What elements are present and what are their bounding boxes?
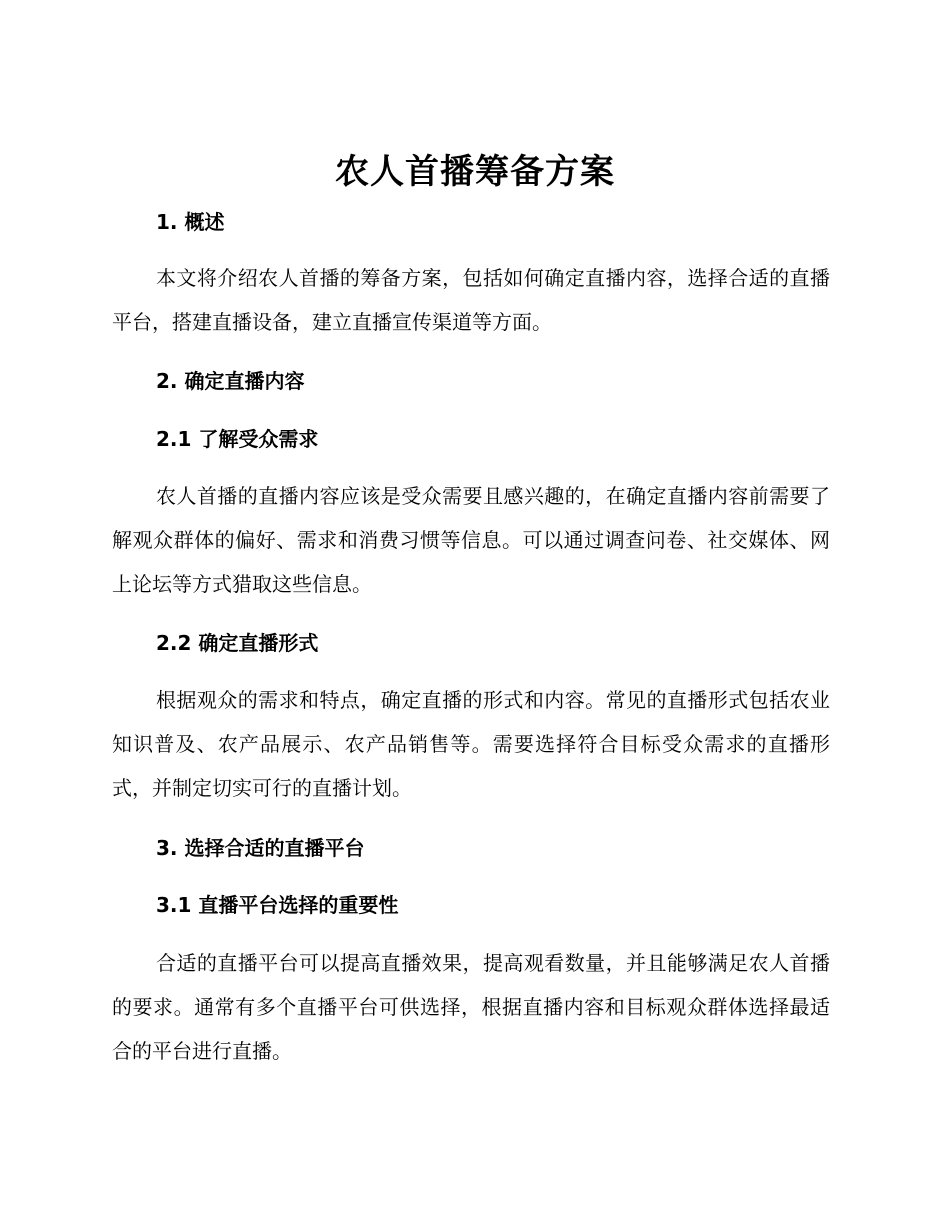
section-heading-content: 2. 确定直播内容 <box>156 369 305 393</box>
subsection-heading-platform-importance: 3.1 直播平台选择的重要性 <box>156 893 399 917</box>
paragraph-overview: 本文将介绍农人首播的筹备方案，包括如何确定直播内容，选择合适的直播平台，搭建直播设备，建立直播宣传渠道等方面。 <box>112 266 830 334</box>
paragraph-platform-importance: 合适的直播平台可以提高直播效果，提高观看数量，并且能够满足农人首播的要求。通常有多个直播平台可供选择，根据直播内容和目标观众群体选择最适合的平台进行直播。 <box>112 951 830 1063</box>
paragraph-audience: 农人首播的直播内容应该是受众需要且感兴趣的，在确定直播内容前需要了解观众群体的偏好、需求和消费习惯等信息。可以通过调查问卷、社交媒体、网上论坛等方式猎取这些信息。 <box>112 484 830 596</box>
subsection-heading-audience: 2.1 了解受众需求 <box>156 427 319 451</box>
section-heading-platform: 3. 选择合适的直播平台 <box>156 836 365 860</box>
paragraph-format: 根据观众的需求和特点，确定直播的形式和内容。常见的直播形式包括农业知识普及、农产品展示、农产品销售等。需要选择符合目标受众需求的直播形式，并制定切实可行的直播计划。 <box>112 688 830 800</box>
subsection-heading-format: 2.2 确定直播形式 <box>156 631 319 655</box>
document-title: 农人首播筹备方案 <box>335 152 615 192</box>
section-heading-overview: 1. 概述 <box>156 210 225 234</box>
